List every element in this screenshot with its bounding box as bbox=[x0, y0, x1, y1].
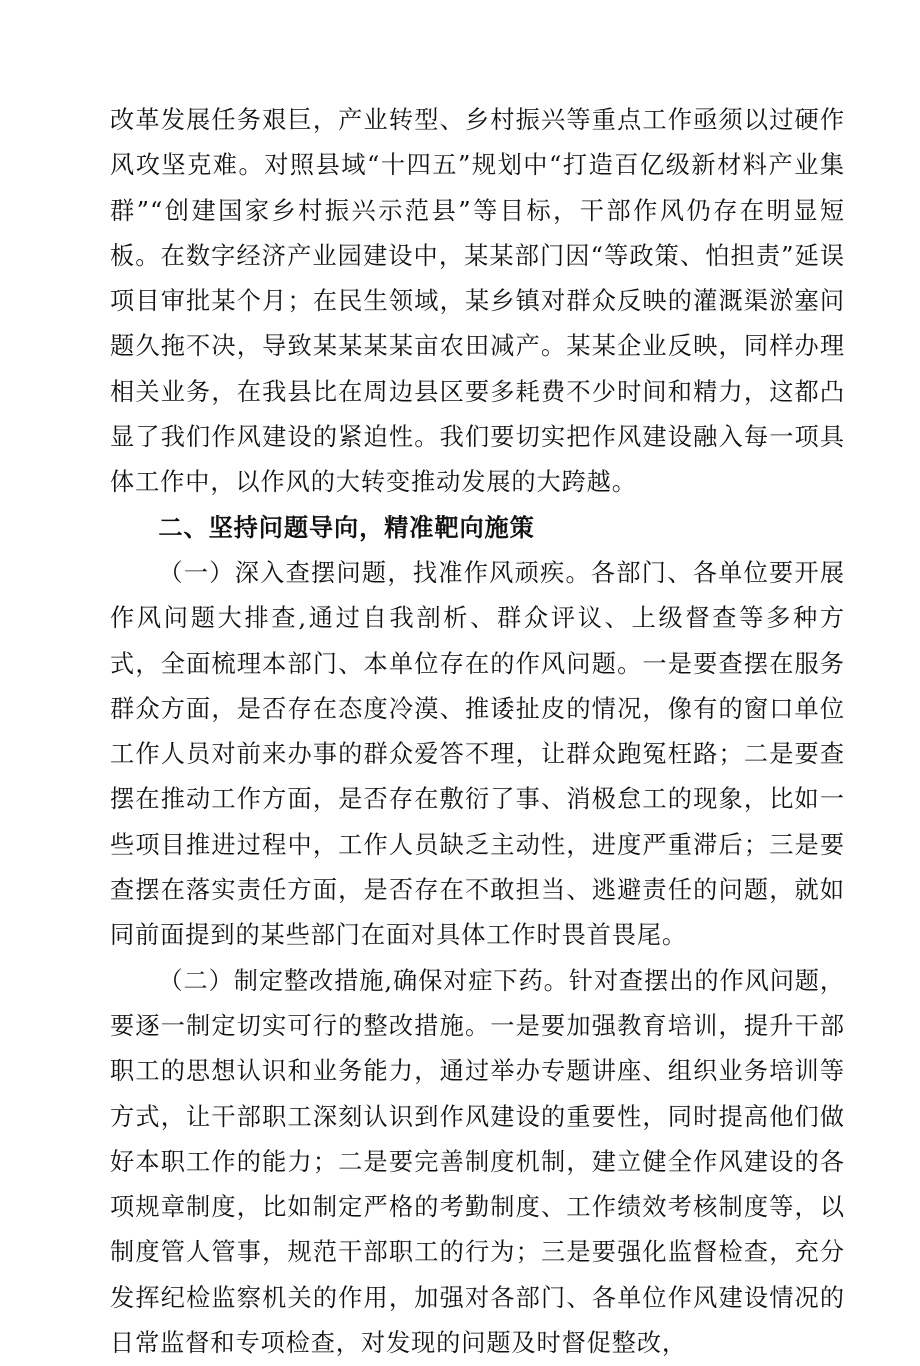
paragraph-intro-continuation: 改革发展任务艰巨，产业转型、乡村振兴等重点工作亟须以过硬作风攻坚克难。对照县域“十四五”规划中“打造百亿级新材料产业集群”“创建国家乡村振兴示范县”等目标，干部作风仍存在明显短板。在数字经济产业园建设中，某某部门因“等政策、怕担责”延误项目审批某个月；在民生领域，某乡镇对群众反映的灌溉渠淤塞问题久拖不决，导致某某某某亩农田减产。某某企业反映，同样办理相关业务，在我县比在周边县区要多耗费不少时间和精力，这都凸显了我们作风建设的紧迫性。我们要切实把作风建设融入每一项具体工作中，以作风的大转变推动发展的大跨越。 bbox=[110, 106, 845, 497]
paragraph-subsection-2: （二）制定整改措施,确保对症下药。针对查摆出的作风问题，要逐一制定切实可行的整改措施。一是要加强教育培训，提升干部职工的思想认识和业务能力，通过举办专题讲座、组织业务培训等方式，让干部职工深刻认识到作风建设的重要性，同时提高他们做好本职工作的能力；二是要完善制度机制，建立健全作风建设的各项规章制度，比如制定严格的考勤制度、工作绩效考核制度等，以制度管人管事，规范干部职工的行为；三是要强化监督检查，充分发挥纪检监察机关的作用，加强对各部门、各单位作风建设情况的日常监督和专项检查，对发现的问题及时督促整改， bbox=[110, 966, 845, 1358]
paragraph-subsection-1: （一）深入查摆问题，找准作风顽疾。各部门、各单位要开展作风问题大排查,通过自我剖析、群众评议、上级督查等多种方式，全面梳理本部门、本单位存在的作风问题。一是要查摆在服务群众方面，是否存在态度冷漠、推诿扯皮的情况，像有的窗口单位工作人员对前来办事的群众爱答不理，让群众跑冤枉路；二是要查摆在推动工作方面，是否存在敷衍了事、消极怠工的现象，比如一些项目推进过程中，工作人员缺乏主动性，进度严重滞后；三是要查摆在落实责任方面，是否存在不敢担当、逃避责任的问题，就如同前面提到的某些部门在面对具体工作时畏首畏尾。 bbox=[110, 558, 845, 950]
document-body bbox=[110, 98, 845, 1366]
section-heading: 二、坚持问题导向，精准靶向施策 bbox=[158, 513, 535, 542]
